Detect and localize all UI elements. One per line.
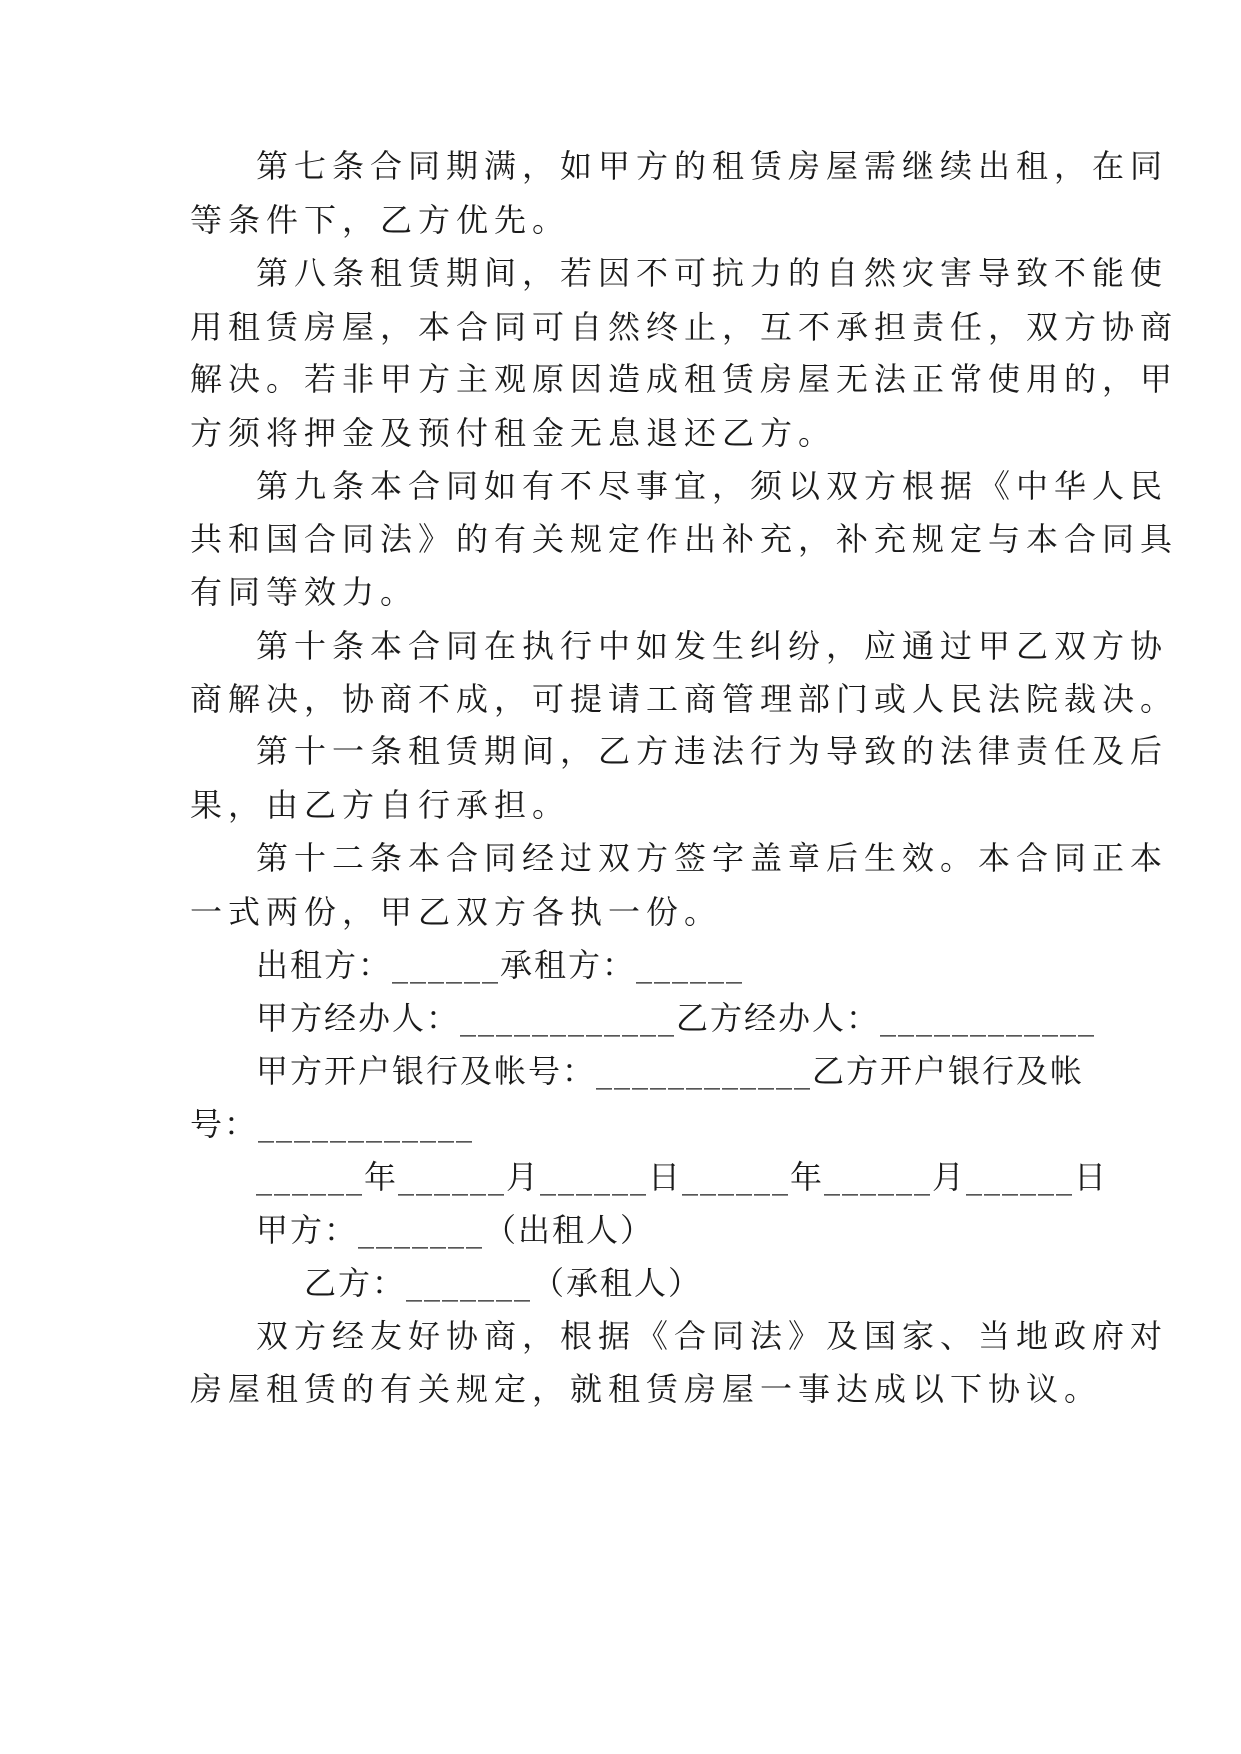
article-8-line-4: 方须将押金及预付租金无息退还乙方。: [190, 414, 837, 452]
article-7-line-2: 等条件下，乙方优先。: [190, 201, 571, 239]
article-12-line-2: 一式两份，甲乙双方各执一份。: [190, 893, 723, 931]
bank-account-line-1: 甲方开户银行及帐号：____________乙方开户银行及帐: [256, 1052, 1085, 1090]
article-9-line-3: 有同等效力。: [190, 573, 419, 611]
article-11-line-2: 果，由乙方自行承担。: [190, 786, 571, 824]
article-7-line-1: 第七条合同期满，如甲方的租赁房屋需继续出租，在同: [256, 147, 1169, 185]
article-8-line-1: 第八条租赁期间，若因不可抗力的自然灾害导致不能使: [256, 254, 1169, 292]
parties-line: 出租方：______承租方：______: [256, 946, 745, 984]
article-9-line-1: 第九条本合同如有不尽事宜，须以双方根据《中华人民: [256, 467, 1169, 505]
party-b-line: 乙方：_______（承租人）: [304, 1264, 703, 1302]
article-8-line-2: 用租赁房屋，本合同可自然终止，互不承担责任，双方协商: [190, 308, 1179, 346]
article-8-line-3: 解决。若非甲方主观原因造成租赁房屋无法正常使用的，甲: [190, 360, 1179, 398]
article-12-line-1: 第十二条本合同经过双方签字盖章后生效。本合同正本: [256, 839, 1169, 877]
article-10-line-1: 第十条本合同在执行中如发生纠纷，应通过甲乙双方协: [256, 627, 1169, 665]
article-9-line-2: 共和国合同法》的有关规定作出补充，补充规定与本合同具: [190, 520, 1179, 558]
agents-line: 甲方经办人：____________乙方经办人：____________: [256, 999, 1097, 1037]
closing-line-2: 房屋租赁的有关规定，就租赁房屋一事达成以下协议。: [190, 1370, 1103, 1408]
article-11-line-1: 第十一条租赁期间，乙方违法行为导致的法律责任及后: [256, 732, 1169, 770]
closing-line-1: 双方经友好协商，根据《合同法》及国家、当地政府对: [256, 1317, 1169, 1355]
party-a-line: 甲方：_______（出租人）: [256, 1211, 655, 1249]
bank-account-line-2: 号：____________: [190, 1105, 475, 1143]
dates-line: ______年______月______日______年______月______日: [256, 1158, 1109, 1196]
article-10-line-2: 商解决，协商不成，可提请工商管理部门或人民法院裁决。: [190, 680, 1179, 718]
